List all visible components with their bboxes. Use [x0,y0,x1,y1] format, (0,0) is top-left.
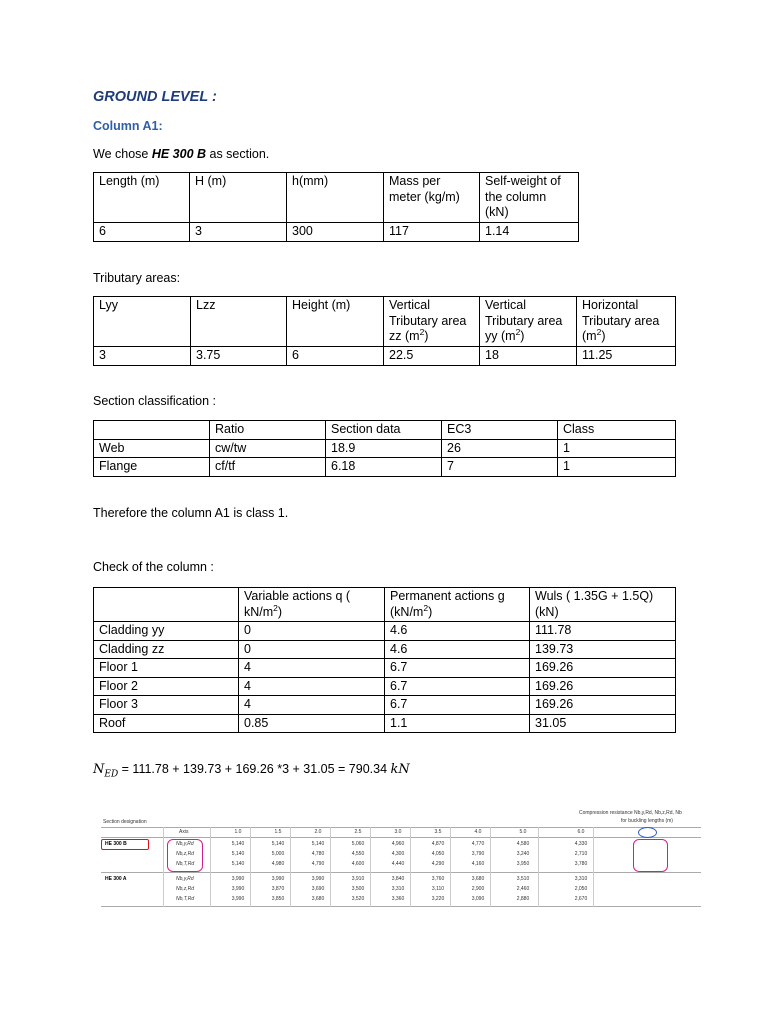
resistance-value: 4,600 [351,861,365,867]
header-cell: Mass per meter (kg/m) [384,173,480,223]
table-cell: 139.73 [530,640,676,659]
table-cell: 0 [239,622,385,641]
grid-line [370,827,371,907]
table-row [94,622,676,641]
resistance-value: 3,310 [391,886,405,892]
resistance-value: 3,690 [311,886,325,892]
resistance-value: 4,550 [351,851,365,857]
grid-line [250,827,251,907]
header-cell: Height (m) [287,297,384,347]
resistance-value: 2,710 [574,851,588,857]
header-cell [577,297,676,347]
length-header: 4.0 [474,829,482,835]
resistance-value: 3,520 [351,896,365,902]
grid-line [210,827,211,907]
axis-symbol: Nb,z,Rd [176,886,195,892]
resistance-value: 3,990 [311,876,325,882]
table-row [94,347,676,366]
page-heading: GROUND LEVEL : [93,89,217,105]
length-header: 2.0 [314,829,322,835]
resistance-value: 4,580 [516,841,530,847]
ned-symbol [93,762,119,780]
table-header-row [94,588,676,622]
resistance-value: 3,500 [351,886,365,892]
header-cell: Lyy [94,297,191,347]
axis-symbol: Nb,y,Rd [176,876,194,882]
table-cell: cf/tf [210,458,326,477]
resistance-value: 3,990 [271,876,285,882]
table-row [94,659,676,678]
table-row [94,677,676,696]
intro-section: HE 300 B [151,147,207,161]
axis-symbol: Nb,y,Rd [176,841,194,847]
header-cell: Section data [326,421,442,440]
header-cell [94,588,239,622]
table-cell: 169.26 [530,659,676,678]
resistance-value: 3,840 [391,876,405,882]
table-cell: 6.7 [385,696,530,715]
table-row [94,439,676,458]
resistance-value: 3,790 [471,851,485,857]
header-text: Vertical Tributary area yy [485,298,563,343]
table-cell: 117 [384,223,480,242]
unit-text: $(m^2)$ [404,326,429,343]
table-cell: Floor 1 [94,659,239,678]
table-cell: 6 [287,347,384,366]
header-cell: H (m) [190,173,287,223]
table-cell: 11.25 [577,347,676,366]
section-designation-label: Section designation [103,819,147,825]
resistance-value: 3,240 [516,851,530,857]
resistance-value: 4,790 [311,861,325,867]
resistance-value: 2,900 [471,886,485,892]
table-cell: 1.14 [480,223,579,242]
header-cell [94,421,210,440]
grid-line [593,827,594,907]
header-cell: Ratio [210,421,326,440]
resistance-value: 4,980 [271,861,285,867]
length-header: 3.0 [394,829,402,835]
table-cell: 1 [558,439,676,458]
table-cell: Roof [94,714,239,733]
table-cell: 6 [94,223,190,242]
table-row [94,458,676,477]
resistance-value: 4,050 [431,851,445,857]
table-cell: 300 [287,223,384,242]
intro-prefix: We chose [93,147,152,161]
grid-line [330,827,331,907]
header-cell [384,297,480,347]
resistance-value: 2,670 [574,896,588,902]
table-cell: 0 [239,640,385,659]
grid-line [163,827,164,907]
table-cell: Floor 2 [94,677,239,696]
buckling-resistance-catalog [93,788,705,922]
header-cell: h(mm) [287,173,384,223]
axis-label: Axis [179,829,189,835]
table-row [94,714,676,733]
table-cell: Flange [94,458,210,477]
length-header: 1.0 [234,829,242,835]
table-cell: 169.26 [530,677,676,696]
resistance-value: 5,140 [271,841,285,847]
ned-symbol-letter: N [93,762,105,777]
axis-symbol: Nb,T,Rd [176,896,195,902]
table-cell: 3 [190,223,287,242]
table-cell: 3.75 [191,347,287,366]
ned-unit: kN [390,762,410,777]
section-name: HE 300 B [105,841,127,847]
table-cell: 31.05 [530,714,676,733]
resistance-value: 3,990 [231,876,245,882]
grid-line [450,827,451,907]
grid-line [101,827,701,828]
table-row [94,640,676,659]
resistance-value: 5,140 [231,841,245,847]
table-cell: 0.85 [239,714,385,733]
resistance-value: 5,060 [351,841,365,847]
resistance-value: 5,140 [311,841,325,847]
tributary-areas-table [93,296,676,366]
resistance-value: 3,360 [391,896,405,902]
length-header: 2.5 [354,829,362,835]
resistance-value: 3,510 [516,876,530,882]
intro-suffix: as section. [206,147,270,161]
table-cell: 6.18 [326,458,442,477]
header-cell: Lzz [191,297,287,347]
table-cell: 18 [480,347,577,366]
resistance-value: 3,110 [431,886,445,892]
table-header-row [94,297,676,347]
resistance-value: 3,090 [471,896,485,902]
table-cell: Floor 3 [94,696,239,715]
resistance-value: 5,140 [231,851,245,857]
table-header-row [94,421,676,440]
axis-symbol: Nb,T,Rd [176,861,195,867]
header-text: Horizontal Tributary area [582,298,660,328]
table-row [94,696,676,715]
grid-line [101,872,701,873]
table-cell: 6.7 [385,659,530,678]
column-check-table [93,587,676,733]
table-cell: 6.7 [385,677,530,696]
grid-line [101,906,701,907]
length-header: 3.5 [434,829,442,835]
conclusion-text: Therefore the column A1 is class 1. [93,506,289,520]
grid-line [290,827,291,907]
table-cell: 18.9 [326,439,442,458]
resistance-value: 4,770 [471,841,485,847]
table-cell: 169.26 [530,696,676,715]
catalog-caption-2: for buckling lengths (m) [621,818,673,824]
resistance-value: 3,910 [351,876,365,882]
length-header: 6.0 [577,829,585,835]
resistance-value: 3,850 [271,896,285,902]
table-cell: 1 [558,458,676,477]
resistance-value: 3,310 [574,876,588,882]
resistance-value: 3,950 [516,861,530,867]
section-properties-table [93,172,579,242]
header-cell: Length (m) [94,173,190,223]
grid-line [490,827,491,907]
header-cell: Variable actions q ( $kN/m^2$) [239,588,385,622]
highlight-section-box [101,839,149,850]
table-cell: Web [94,439,210,458]
ned-expression: = 111.78 + 139.73 + 169.26 *3 + 31.05 = 790.34 [118,762,391,776]
grid-line [538,827,539,907]
catalog-caption: Compression resistance Nb,y,Rd, Nb,z,Rd, Nb [579,810,682,816]
resistance-value: 4,330 [574,841,588,847]
resistance-value: 4,290 [431,861,445,867]
tributary-label: Tributary areas: [93,271,181,285]
table-cell: 26 [442,439,558,458]
table-cell: 4 [239,696,385,715]
header-cell: EC3 [442,421,558,440]
table-cell: Cladding zz [94,640,239,659]
table-header-row [94,173,579,223]
header-text: Vertical Tributary area zz [389,298,467,343]
table-cell: 4.6 [385,622,530,641]
grid-line [410,827,411,907]
header-cell: Class [558,421,676,440]
resistance-value: 2,050 [574,886,588,892]
axis-symbol: Nb,z,Rd [176,851,195,857]
highlight-length-circle [638,827,657,838]
highlight-axis-box [167,839,203,872]
table-cell: Cladding yy [94,622,239,641]
resistance-value: 4,440 [391,861,405,867]
resistance-value: 3,680 [311,896,325,902]
header-cell: Self-weight of the column (kN) [480,173,579,223]
table-cell: 111.78 [530,622,676,641]
resistance-value: 5,140 [231,861,245,867]
table-cell: 1.1 [385,714,530,733]
resistance-value: 3,220 [431,896,445,902]
resistance-value: 3,780 [574,861,588,867]
section-classification-table [93,420,676,477]
table-cell: 7 [442,458,558,477]
section-name: HE 300 A [105,876,127,882]
header-cell: Wuls ( 1.35G + 1.5Q) (kN) [530,588,676,622]
classification-label: Section classification : [93,394,216,408]
length-header: 1.5 [274,829,282,835]
table-cell: 3 [94,347,191,366]
resistance-value: 2,880 [516,896,530,902]
highlight-values-box [633,839,668,872]
resistance-value: 3,990 [231,886,245,892]
resistance-value: 2,460 [516,886,530,892]
table-cell: 22.5 [384,347,480,366]
resistance-value: 4,160 [471,861,485,867]
table-row [94,223,579,242]
header-cell [480,297,577,347]
unit-text: $(m^2)$ [500,326,525,343]
resistance-value: 4,960 [391,841,405,847]
grid-line [101,837,701,838]
intro-text [93,147,269,161]
check-label: Check of the column : [93,560,214,574]
header-cell: Permanent actions g $(kN/m^2)$ [385,588,530,622]
resistance-value: 3,760 [431,876,445,882]
table-cell: 4 [239,677,385,696]
table-cell: 4 [239,659,385,678]
resistance-value: 4,780 [311,851,325,857]
resistance-value: 3,990 [231,896,245,902]
resistance-value: 4,870 [431,841,445,847]
resistance-value: 4,300 [391,851,405,857]
length-header: 5.0 [519,829,527,835]
resistance-value: 3,870 [271,886,285,892]
table-cell: cw/tw [210,439,326,458]
table-cell: 4.6 [385,640,530,659]
ned-subscript: ED [104,769,119,780]
unit-text: $(m^2)$ [582,326,606,343]
resistance-value: 5,000 [271,851,285,857]
column-title: Column A1: [93,119,163,133]
resistance-value: 3,680 [471,876,485,882]
ned-equation [93,762,410,780]
